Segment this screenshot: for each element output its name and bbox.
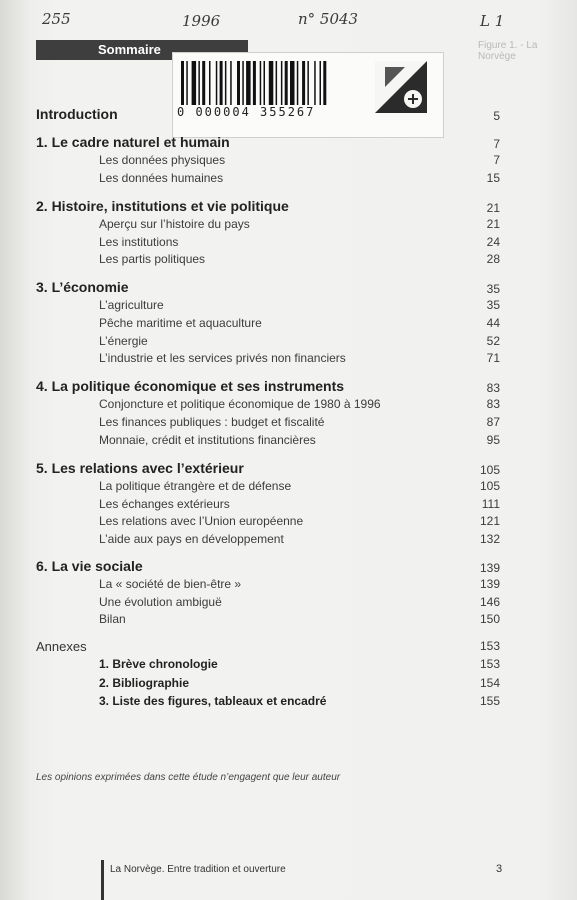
toc-entry-label: Aperçu sur l’histoire du pays xyxy=(99,217,250,231)
toc-row xyxy=(0,279,577,297)
toc-entry-label: Les données humaines xyxy=(99,171,224,185)
toc-row xyxy=(0,497,577,515)
toc-page-number: 139 xyxy=(479,577,500,591)
toc-page-number: 105 xyxy=(479,479,500,493)
toc-row xyxy=(0,106,577,124)
footer-rule xyxy=(101,860,104,900)
toc-page-number: 44 xyxy=(486,316,500,330)
toc-row xyxy=(0,351,577,369)
toc-row xyxy=(0,595,577,613)
toc-entry-label: Les relations avec l’Union européenne xyxy=(99,514,304,528)
toc-entry-label: Une évolution ambiguë xyxy=(99,595,222,609)
toc-page-number: 132 xyxy=(479,532,500,546)
toc-page-number: 105 xyxy=(479,463,500,477)
toc-page-number: 150 xyxy=(479,612,500,626)
toc-entry-label: La « société de bien-être » xyxy=(99,577,242,591)
toc-section-5-label: 5. Les relations avec l’extérieur xyxy=(36,460,244,476)
toc-row xyxy=(0,217,577,235)
toc-section-4-label: 4. La politique économique et ses instruments xyxy=(36,378,345,394)
toc-page-number: 24 xyxy=(486,235,500,249)
toc-entry-label: Les partis politiques xyxy=(99,252,206,266)
toc-row xyxy=(0,479,577,497)
toc-annexes-label: Annexes xyxy=(36,639,87,654)
footer-title: La Norvège. Entre tradition et ouverture xyxy=(110,864,286,875)
toc-page-number: 7 xyxy=(493,153,500,167)
toc-entry-label: Les données physiques xyxy=(99,153,226,167)
toc-row xyxy=(0,558,577,576)
toc-row xyxy=(0,397,577,415)
toc-entry-label: L’aide aux pays en développement xyxy=(99,532,284,546)
toc-entry-label: L’industrie et les services privés non financiers xyxy=(99,351,346,365)
toc-row xyxy=(0,460,577,478)
barcode-number: 0 000004 355267 xyxy=(177,105,316,119)
toc-page-number: 71 xyxy=(486,351,500,365)
toc-page-number: 35 xyxy=(486,282,500,296)
toc-row xyxy=(0,532,577,550)
toc-page-number: 35 xyxy=(486,298,500,312)
handwritten-year: 1996 xyxy=(182,12,221,30)
toc-section-1-label: 1. Le cadre naturel et humain xyxy=(36,134,230,150)
toc-row xyxy=(0,378,577,396)
toc-page-number: 155 xyxy=(479,694,500,708)
handwritten-code: L 1 xyxy=(480,12,505,30)
toc-row xyxy=(0,235,577,253)
toc-page-number: 121 xyxy=(479,514,500,528)
toc-row xyxy=(0,334,577,352)
toc-row xyxy=(0,316,577,334)
toc-entry-label: Bilan xyxy=(99,612,126,626)
toc-row xyxy=(0,577,577,595)
toc-annex-entry-label: 1. Brève chronologie xyxy=(99,657,218,671)
toc-entry-label: Monnaie, crédit et institutions financières xyxy=(99,433,316,447)
toc-row xyxy=(0,298,577,316)
toc-row xyxy=(0,514,577,532)
bleed-through-text: Figure 1. - La Norvège xyxy=(478,40,538,62)
toc-page-number: 7 xyxy=(493,137,500,151)
toc-section-3-label: 3. L’économie xyxy=(36,279,129,295)
toc-entry-label: Pêche maritime et aquaculture xyxy=(99,316,262,330)
toc-section-6-label: 6. La vie sociale xyxy=(36,558,143,574)
toc-page-number: 21 xyxy=(486,217,500,231)
toc-page-number: 21 xyxy=(486,201,500,215)
toc-page-number: 146 xyxy=(479,595,500,609)
toc-page-number: 95 xyxy=(486,433,500,447)
toc-row xyxy=(0,612,577,630)
toc-row xyxy=(0,415,577,433)
toc-entry-label: L’agriculture xyxy=(99,298,164,312)
toc-section-2-label: 2. Histoire, institutions et vie politique xyxy=(36,198,289,214)
toc-entry-label: Conjoncture et politique économique de 1980 à 1996 xyxy=(99,397,381,411)
toc-page-number: 28 xyxy=(486,252,500,266)
toc-entry-label: Les finances publiques : budget et fiscalité xyxy=(99,415,325,429)
footer-page-number: 3 xyxy=(496,863,503,875)
barcode-icon xyxy=(181,61,356,105)
toc-row xyxy=(0,694,577,712)
toc-page-number: 153 xyxy=(479,639,500,653)
toc-page-number: 87 xyxy=(486,415,500,429)
toc-page-number: 15 xyxy=(486,171,500,185)
toc-page-number: 83 xyxy=(486,397,500,411)
disclaimer-footnote: Les opinions exprimées dans cette étude n’engagent que leur auteur xyxy=(36,772,341,783)
toc-page-number: 52 xyxy=(486,334,500,348)
toc-introduction-label: Introduction xyxy=(36,106,118,122)
toc-row xyxy=(0,676,577,694)
toc-row xyxy=(0,639,577,657)
toc-row xyxy=(0,171,577,189)
toc-annex-entry-label: 3. Liste des figures, tableaux et encadré xyxy=(99,694,327,708)
barcode-sticker xyxy=(172,52,444,138)
toc-row xyxy=(0,433,577,451)
toc-row xyxy=(0,153,577,171)
sommaire-label: Sommaire xyxy=(98,42,161,57)
toc-page-number: 5 xyxy=(493,109,500,123)
toc-page-number: 153 xyxy=(479,657,500,671)
handwritten-reference: n° 5043 xyxy=(298,10,359,28)
toc-row xyxy=(0,198,577,216)
toc-row xyxy=(0,134,577,152)
toc-page-number: 83 xyxy=(486,381,500,395)
toc-entry-label: Les institutions xyxy=(99,235,179,249)
toc-page-number: 154 xyxy=(479,676,500,690)
toc-page-number: 111 xyxy=(481,497,500,511)
toc-row xyxy=(0,657,577,675)
toc-annex-entry-label: 2. Bibliographie xyxy=(99,676,190,690)
toc-row xyxy=(0,252,577,270)
toc-page-number: 139 xyxy=(479,561,500,575)
toc-entry-label: L’énergie xyxy=(99,334,148,348)
handwritten-number: 255 xyxy=(42,10,71,28)
toc-entry-label: La politique étrangère et de défense xyxy=(99,479,292,493)
toc-entry-label: Les échanges extérieurs xyxy=(99,497,230,511)
